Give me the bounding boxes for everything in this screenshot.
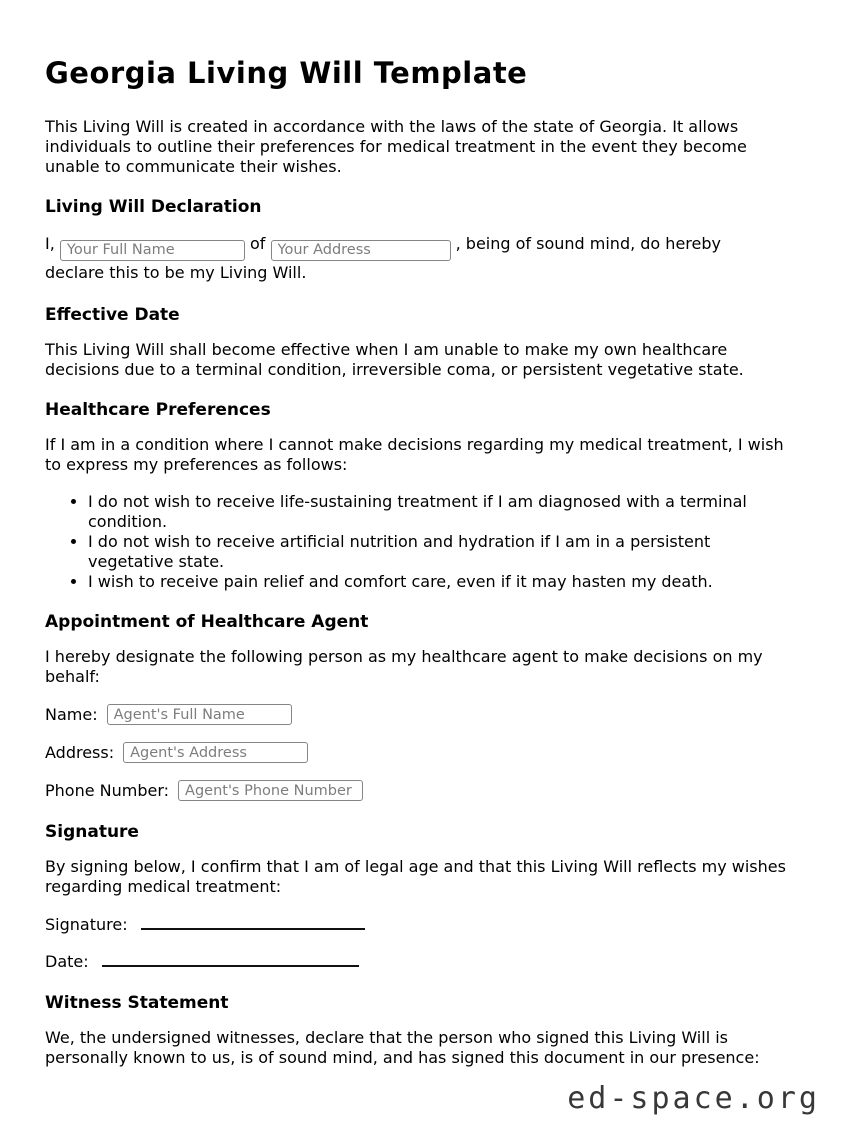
signature-heading: Signature	[45, 821, 139, 842]
agent-heading: Appointment of Healthcare Agent	[45, 611, 369, 632]
list-item: • I do not wish to receive artificial nutrition and hydration if I am in a persistent vegetative state.	[88, 532, 798, 572]
effective-date-paragraph: This Living Will shall become effective when I am unable to make my own healthcare decisions due to a terminal condition, irreversible coma, or persistent vegetative state.	[45, 339, 744, 379]
agent-name-row	[45, 704, 798, 726]
signature-label: Signature:	[45, 914, 128, 934]
declarant-address-input[interactable]	[271, 240, 451, 261]
agent-phone-input[interactable]	[178, 780, 363, 801]
agent-address-label: Address:	[45, 742, 115, 762]
agent-address-input[interactable]	[123, 742, 308, 763]
witness-paragraph: We, the undersigned witnesses, declare that the person who signed this Living Will is personally known to us, is of sound mind, and has signed this document in our presence:	[45, 1027, 760, 1067]
signature-blank-line	[141, 916, 365, 930]
declarant-name-input[interactable]	[60, 240, 245, 261]
declaration-sentence	[45, 232, 798, 285]
signature-row	[45, 914, 798, 936]
agent-address-row	[45, 742, 798, 764]
watermark: ed-space.org	[567, 1080, 820, 1116]
intro-paragraph: This Living Will is created in accordance with the laws of the state of Georgia. It allows individuals to outline their preferences for medical treatment in the event they become unable to communicate their wishes.	[45, 117, 747, 176]
list-item: • I wish to receive pain relief and comfort care, even if it may hasten my death.	[88, 572, 798, 592]
date-blank-line	[102, 953, 359, 967]
agent-name-input[interactable]	[107, 704, 292, 725]
agent-name-label: Name:	[45, 704, 98, 724]
declaration-connector: of	[250, 234, 266, 253]
list-item: • I do not wish to receive life-sustaining treatment if I am diagnosed with a terminal condition.	[88, 492, 798, 532]
declaration-suffix-line2: declare this to be my Living Will.	[45, 262, 307, 282]
date-label: Date:	[45, 951, 89, 971]
declaration-heading: Living Will Declaration	[45, 197, 262, 217]
healthcare-preferences-list	[45, 492, 798, 592]
agent-phone-label: Phone Number:	[45, 780, 170, 800]
page-title: Georgia Living Will Template	[45, 56, 528, 90]
effective-date-heading: Effective Date	[45, 304, 180, 325]
document-page	[0, 55, 844, 1147]
agent-paragraph: I hereby designate the following person as my healthcare agent to make decisions on my behalf:	[45, 646, 763, 686]
date-row	[45, 951, 798, 973]
witness-heading: Witness Statement	[45, 992, 229, 1013]
healthcare-preferences-paragraph: If I am in a condition where I cannot make decisions regarding my medical treatment, I wish to express my preferences as follows:	[45, 434, 784, 474]
healthcare-preferences-heading: Healthcare Preferences	[45, 399, 271, 420]
agent-phone-row	[45, 780, 798, 802]
declaration-suffix-line1: , being of sound mind, do hereby	[455, 234, 721, 253]
declaration-prefix: I,	[45, 234, 55, 253]
signature-paragraph: By signing below, I confirm that I am of legal age and that this Living Will reflects my wishes regarding medical treatment:	[45, 856, 786, 896]
